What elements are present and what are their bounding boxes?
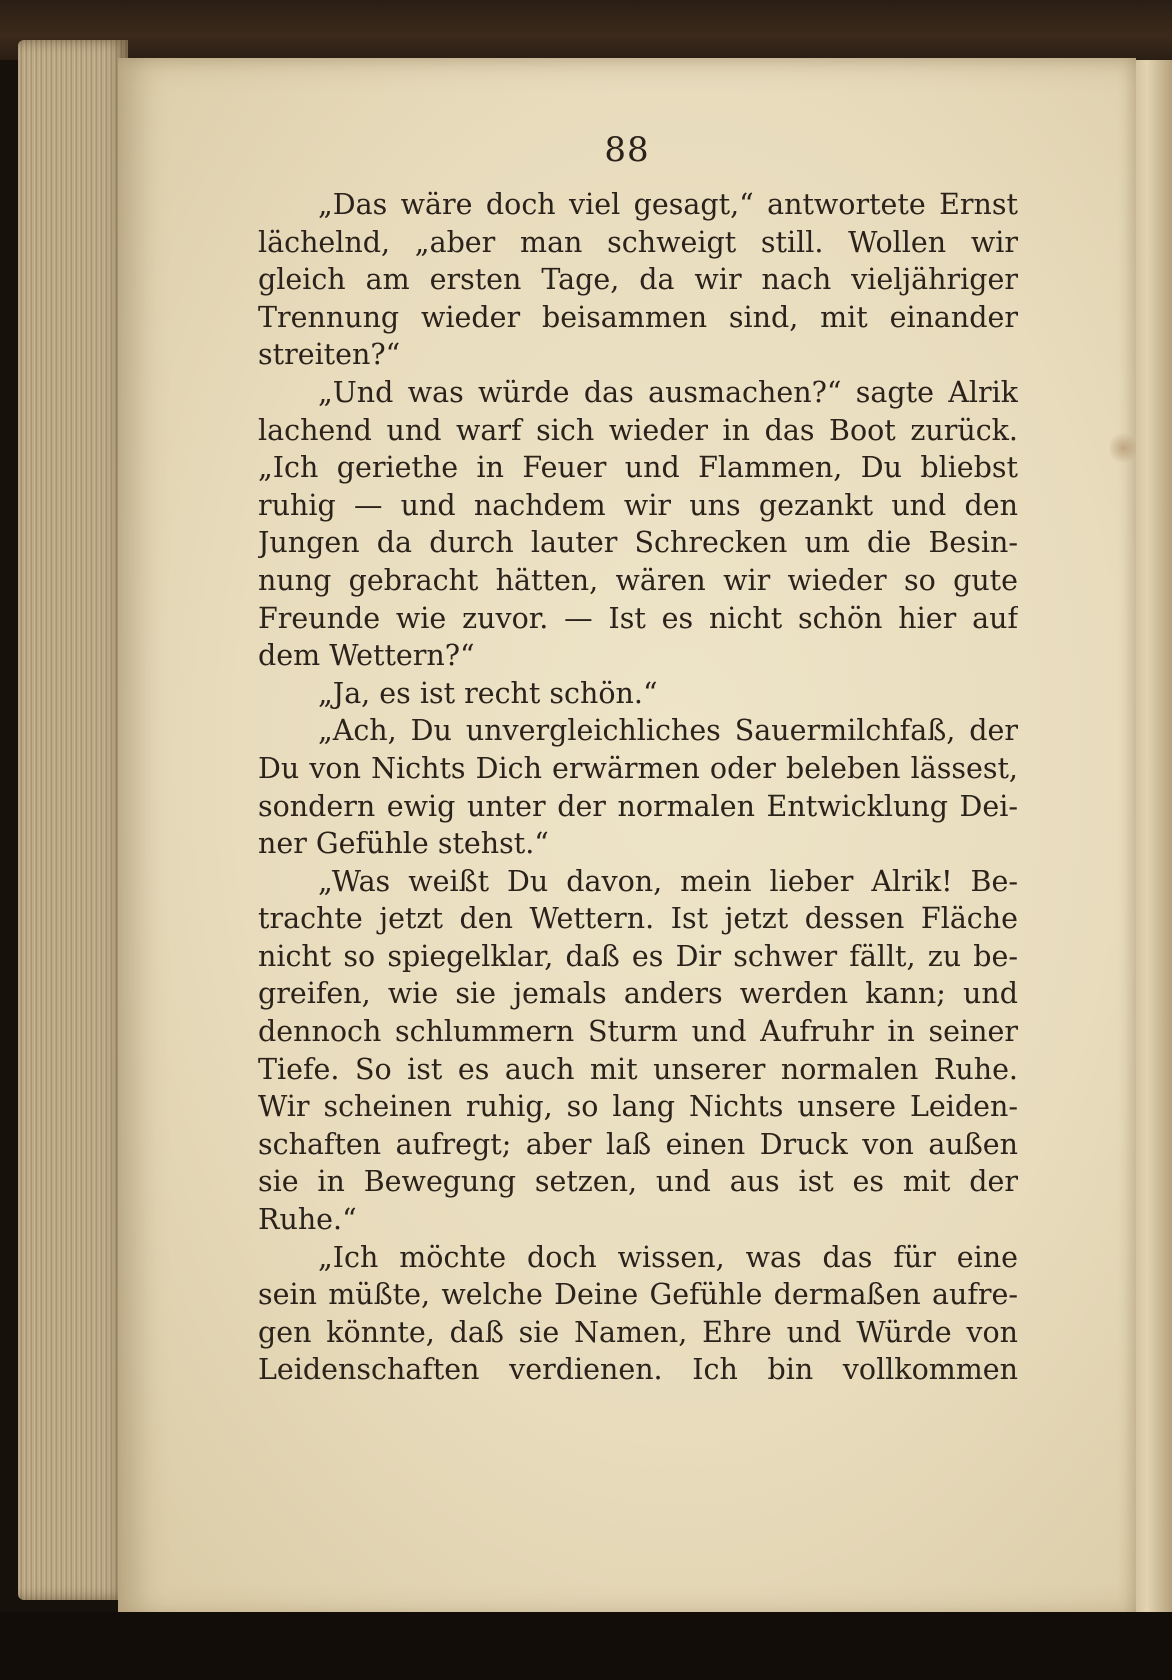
text-line: lachend und warf sich wieder in das Boot zurück. [258, 413, 1018, 447]
text-line: Wir scheinen ruhig, so lang Nichts unsere Leiden- [258, 1090, 1018, 1124]
text-line: Du von Nichts Dich erwärmen oder beleben lässest, [258, 751, 1018, 785]
text-line: dem Wettern?“ [258, 639, 475, 673]
text-line: streiten?“ [258, 338, 401, 372]
text-line: gen könnte, daß sie Namen, Ehre und Würde von [258, 1315, 1018, 1349]
text-line: „Ich geriethe in Feuer und Flammen, Du bliebst [258, 451, 1018, 485]
page-number: 88 [604, 130, 650, 170]
book-page [118, 58, 1136, 1618]
text-line: „Und was würde das ausmachen?“ sagte Alrik [318, 375, 1018, 409]
text-line: dennoch schlummern Sturm und Aufruhr in seiner [258, 1015, 1018, 1049]
book-cover-bottom [0, 1612, 1172, 1680]
page-edges-left [18, 40, 128, 1600]
text-line: trachte jetzt den Wettern. Ist jetzt dessen Fläche [258, 902, 1018, 936]
text-line: nicht so spiegelklar, daß es Dir schwer fällt, zu be- [258, 939, 1018, 973]
text-line: Freunde wie zuvor. — Ist es nicht schön hier auf [258, 601, 1018, 635]
text-line: sondern ewig unter der normalen Entwicklung Dei- [258, 789, 1018, 823]
paper-stain [1110, 430, 1136, 466]
text-line: „Ach, Du unvergleichliches Sauermilchfaß, der [318, 714, 1018, 748]
body-text [258, 186, 1018, 1389]
text-line: Trennung wieder beisammen sind, mit einander [258, 300, 1018, 334]
text-line: schaften aufregt; aber laß einen Druck von außen [258, 1127, 1018, 1161]
text-line: sein müßte, welche Deine Gefühle dermaßen aufre- [258, 1278, 1018, 1312]
text-line: nung gebracht hätten, wären wir wieder so gute [258, 563, 1018, 597]
text-line: sie in Bewegung setzen, und aus ist es mit der [258, 1165, 1018, 1199]
text-line: Jungen da durch lauter Schrecken um die Besin- [258, 526, 1018, 560]
text-line: „Ich möchte doch wissen, was das für eine [318, 1240, 1018, 1274]
text-line: gleich am ersten Tage, da wir nach vieljähriger [258, 263, 1018, 297]
text-line: Leidenschaften verdienen. Ich bin vollkommen [258, 1353, 1018, 1387]
text-line: „Ja, es ist recht schön.“ [318, 676, 658, 710]
text-line: Ruhe.“ [258, 1203, 357, 1237]
text-line: lächelnd, „aber man schweigt still. Wollen wir [258, 225, 1018, 259]
text-line: ruhig — und nachdem wir uns gezankt und den [258, 488, 1018, 522]
text-line: „Das wäre doch viel gesagt,“ antwortete Ernst [318, 188, 1018, 221]
book-cover-top [0, 0, 1172, 60]
page-edges-right [1130, 60, 1172, 1620]
text-line: ner Gefühle stehst.“ [258, 827, 549, 861]
text-line: greifen, wie sie jemals anders werden kann; und [258, 977, 1018, 1011]
text-line: „Was weißt Du davon, mein lieber Alrik! Be- [318, 864, 1018, 898]
text-line: Tiefe. So ist es auch mit unserer normalen Ruhe. [258, 1052, 1018, 1086]
